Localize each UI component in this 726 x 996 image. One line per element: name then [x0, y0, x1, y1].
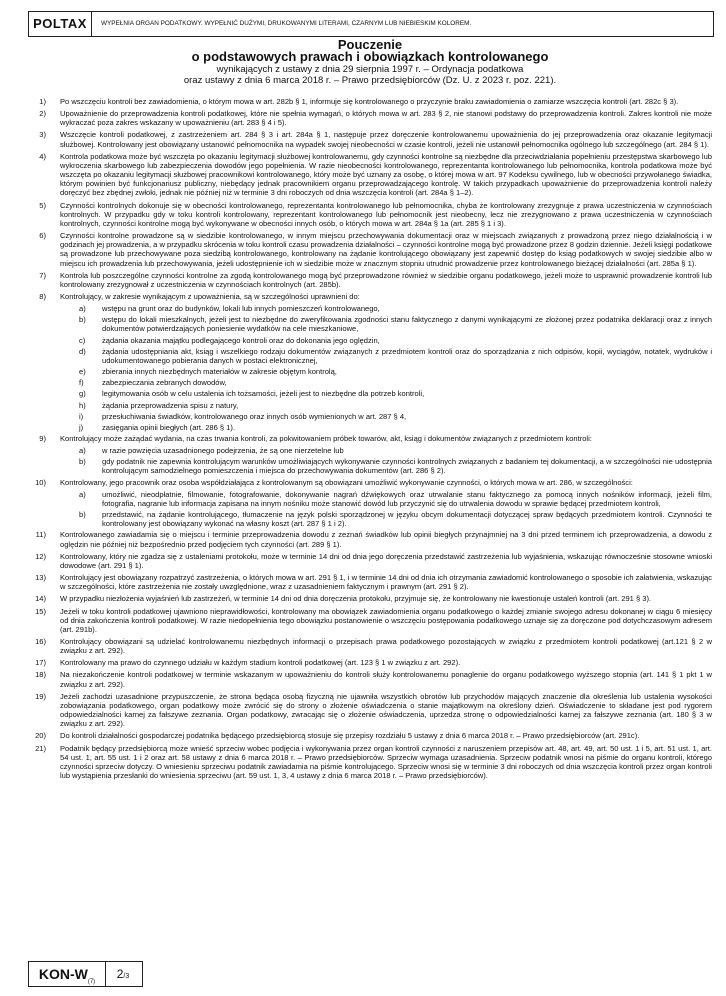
- sub-item-letter: b): [79, 510, 86, 520]
- sub-item-letter: a): [79, 446, 86, 456]
- sub-item-letter: j): [79, 422, 84, 432]
- item-number: 17): [35, 658, 46, 668]
- sub-list-item: [28, 347, 712, 365]
- sub-item-text: w razie powzięcia uzasadnionego podejrzenia, że są one nierzetelne lub: [102, 446, 344, 456]
- sub-list-item: [28, 401, 712, 410]
- sub-item-text: zabezpieczania zebranych dowodów,: [102, 378, 227, 388]
- item-text: Na niezakończenie kontroli podatkowej w terminie wskazanym w upoważnieniu do kontroli służy kontrolowanemu ponaglenie do organu podatkowego wyższego stopnia (art. 141 § 1 pkt 1 w związku z art. 292).: [60, 670, 712, 689]
- sub-list-item: [28, 378, 712, 387]
- list-item: [28, 552, 712, 570]
- item-text: Czynności kontrolne prowadzone są w siedzibie kontrolowanego, w innym miejscu przechowywania dokumentacji oraz w miejscach związanych z prowadzoną przez niego działalnością i w godzinach jej prowadzenia, a w przypadku skrócenia w toku kontroli czasu prowadzenia działalności – czynności kontrolne mogą być prowadzone przez 8 godzin dziennie. Jeżeli księgi podatkowe są prowadzone lub przechowywane poza siedzibą kontrolowanego, kontrolowany na żądanie kontrolującego obowiązany jest zapewnić dostęp do ksiąg podatkowych w swojej siedzibie albo w miejscu ich prowadzenia lub przechowywania, jeżeli udostępnienie ich w siedzibie może w znacznym stopniu utrudnić prowadzenie przez kontrolowanego bieżącej działalności (art. 285a § 1).: [60, 231, 712, 268]
- item-number: 1): [39, 97, 46, 106]
- item-text: W przypadku niezłożenia wyjaśnień lub zastrzeżeń, w terminie 14 dni od dnia doręczenia protokołu, przyjmuje się, że kontrolowany nie kwestionuje ustaleń kontroli (art. 291 § 3).: [60, 594, 652, 604]
- item-number: 21): [35, 743, 46, 753]
- item-number: 2): [39, 109, 46, 119]
- item-text: Kontrolujący jest obowiązany rozpatrzyć zastrzeżenia, o których mowa w art. 291 § 1, i w terminie 14 dni od dnia ich otrzymania zawiadomić kontrolowanego o sposobie ich załatwienia, wskazując w szczególności, które zastrzeżenia nie zostały uwzględnione, wraz z uzasadnieniem faktycznym i prawnym (art. 291 § 2).: [60, 573, 712, 592]
- sub-item-letter: d): [79, 346, 86, 356]
- page-subtitle: o podstawowych prawach i obowiązkach kontrolowanego: [191, 49, 549, 64]
- page-total: 3: [125, 973, 130, 980]
- list-item: [28, 152, 712, 198]
- list-item: [28, 434, 712, 443]
- item-number: 10): [35, 477, 46, 487]
- item-text: Jeżeli w toku kontroli podatkowej ujawniono nieprawidłowości, kontrolowany ma obowiązek zawiadomienia organu podatkowego o każdej zmianie swojego adresu dokonanej w ciągu 6 miesięcy od dnia zakończenia kontroli podatkowej. W razie niedopełnienia tego obowiązku postanowienie o wszczęciu postępowania podatkowego uznaje się za doręczone pod dotychczasowym adresem (art. 291b).: [60, 606, 712, 634]
- list-item: [28, 271, 712, 289]
- list-item: [28, 692, 712, 729]
- item-number: 16): [35, 636, 46, 646]
- item-number: 9): [39, 434, 46, 443]
- sub-list-item: [28, 367, 712, 376]
- sub-item-text: przesłuchiwania świadków, kontrolowanego oraz innych osób wymienionych w art. 287 § 4,: [102, 411, 407, 421]
- item-text: Kontrolowany, jego pracownik oraz osoba współdziałająca z kontrolowanym są obowiązani umożliwić wykonywanie czynności, o których mowa w art. 286, w szczególności:: [60, 477, 633, 487]
- list-item: [28, 292, 712, 301]
- legal-basis-line-1: wynikających z ustawy z dnia 29 sierpnia 1997 r. – Ordynacja podatkowa: [216, 64, 524, 75]
- item-number: 5): [39, 200, 46, 210]
- item-text: Kontrolowanego zawiadamia się o miejscu i terminie przeprowadzenia dowodu z zeznań świadków lub opinii biegłych przynajmniej na 3 dni przed terminem ich przeprowadzenia, a dowodu z oględzin nie później niż bezpośrednio przed podjęciem tych czynności (art. 289 § 1).: [60, 530, 712, 549]
- page-number: [104, 961, 143, 987]
- item-text: Kontrolujący, w zakresie wynikającym z upoważnienia, są w szczególności uprawnieni do:: [60, 291, 360, 301]
- page-title: Pouczenie: [337, 37, 403, 52]
- item-text: Upoważnienie do przeprowadzenia kontroli podatkowej, które nie spełnia wymagań, o których mowa w art. 283 § 2, nie stanowi podstawy do przeprowadzenia kontroli. Zakres kontroli nie może wykraczać poza zakres wskazany w upoważnieniu (art. 283 § 4 i 5).: [60, 109, 712, 128]
- sub-list-item: [28, 412, 712, 421]
- sub-list-item: [28, 510, 712, 528]
- item-number: 14): [35, 594, 46, 604]
- item-text: Kontrola lub poszczególne czynności kontrolne za zgodą kontrolowanego mogą być przeprowadzone również w siedzibie organu podatkowego, jeżeli może to usprawnić prowadzenie kontroli lub kontrolowany zrezygnował z uczestniczenia w czynnościach kontrolnych (art. 285b).: [60, 270, 712, 289]
- sub-list-item: [28, 336, 712, 345]
- item-number: 15): [35, 606, 46, 616]
- sub-item-letter: a): [79, 304, 86, 314]
- form-version: (7): [87, 978, 96, 985]
- item-text: Kontrolowany ma prawo do czynnego udziału w każdym stadium kontroli podatkowej (art. 123 § 1 w związku z art. 292).: [60, 658, 461, 668]
- form-header: [28, 11, 714, 37]
- item-number: 11): [35, 530, 46, 540]
- sub-list-item: [28, 315, 712, 333]
- sub-item-letter: e): [79, 367, 86, 377]
- sub-item-text: umożliwić, nieodpłatnie, filmowanie, fotografowanie, dokonywanie nagrań dźwiękowych oraz utrwalanie stanu faktycznego za pomocą innych nośników informacji, jeżeli film, fotografia, nagranie lub informacja zapisana na innym nośniku może stanowić dowód lub przyczynić się do utrwalenia dowodu w sprawie będącej przedmiotem kontroli,: [102, 489, 712, 508]
- instruction-list: [28, 97, 712, 783]
- list-item: [28, 658, 712, 667]
- poltax-logo: POLTAX: [29, 12, 92, 36]
- sub-item-text: zbierania innych niezbędnych materiałów w zakresie objętym kontrolą,: [102, 367, 337, 377]
- document-page: [28, 11, 712, 987]
- sub-item-text: zasięgania opinii biegłych (art. 286 § 1).: [102, 422, 235, 432]
- item-text: Wszczęcie kontroli podatkowej, z zastrzeżeniem art. 284 § 3 i art. 284a § 1, następuje przez doręczenie kontrolowanemu upoważnienia do jej przeprowadzenia oraz okazanie legitymacji służbowej. Kontrolowany jest obowiązany ustanowić pełnomocnika na wypadek swojej nieobecności w czasie kontroli, jeżeli nie ustanowił pełnomocnika ogólnego lub szczególnego (art. 284 § 1).: [60, 130, 712, 149]
- sub-list-item: [28, 490, 712, 508]
- item-number: 7): [39, 270, 46, 280]
- sub-list-item: [28, 457, 712, 475]
- item-number: 6): [39, 231, 46, 241]
- item-text: Po wszczęciu kontroli bez zawiadomienia, o którym mowa w art. 282b § 1, informuje się kontrolowanego o przyczynie braku zawiadomienia o zamiarze wszczęcia kontroli (art. 282c § 3).: [60, 97, 679, 106]
- sub-item-text: wstępu do lokali mieszkalnych, jeżeli jest to niezbędne do zweryfikowania zgodności stanu faktycznego z danymi wynikającymi ze złożonej przez podatnika deklaracji oraz z innych dokumentów potwierdzających poniesienie wydatków na cele mieszkaniowe,: [102, 315, 712, 334]
- sub-item-letter: c): [79, 335, 86, 345]
- item-text: Kontrolujący może zażądać wydania, na czas trwania kontroli, za pokwitowaniem próbek towarów, akt, ksiąg i dokumentów związanych z przedmiotem kontroli:: [60, 434, 592, 443]
- list-item: [28, 637, 712, 655]
- sub-list-item: [28, 423, 712, 432]
- list-item: [28, 109, 712, 127]
- sub-item-letter: a): [79, 489, 86, 499]
- sub-item-letter: b): [79, 315, 86, 325]
- list-item: [28, 201, 712, 228]
- item-text: Jeżeli zachodzi uzasadnione przypuszczenie, że strona będąca osobą fizyczną nie ujawniła wszystkich obrotów lub przychodów mających znaczenie dla określenia lub ustalenia wysokości zobowiązania podatkowego, organ podatkowy może zwrócić się do strony o złożenie oświadczenia o stanie majątkowym na określony dzień. Oświadczenie to składane jest pod rygorem odpowiedzialności karnej za fałszywe zeznania. Organ podatkowy, zwracając się o złożenie oświadczenia, uprzedza stronę o odpowiedzialności karnej za fałszywe zeznania (art. 180 § 3 w związku z art. 292).: [60, 691, 712, 729]
- page-current: 2: [116, 967, 124, 981]
- item-text: Kontrolowany, który nie zgadza się z ustaleniami protokołu, może w terminie 14 dni od dnia jego doręczenia przedstawić zastrzeżenia lub wyjaśnienia, wskazując równocześnie stosowne wnioski dowodowe (art. 291 § 1).: [60, 551, 712, 570]
- page-separator: /: [123, 973, 126, 980]
- sub-item-letter: f): [79, 378, 84, 388]
- list-item: [28, 478, 712, 487]
- list-item: [28, 573, 712, 591]
- item-number: 8): [39, 291, 46, 301]
- form-footer: [28, 961, 712, 987]
- item-text: Podatnik będący przedsiębiorcą może wnieść sprzeciw wobec podjęcia i wykonywania przez organ kontroli czynności z naruszeniem przepisów art. 48, art. 49, art. 50 ust. 1 i 5, art. 51 ust. 1, art. 54 ust. 1, art. 55 ust. 1 i 2 oraz art. 58 ustawy z dnia 6 marca 2018 r. – Prawo przedsiębiorców. Sprzeciw wymaga uzasadnienia. Sprzeciw podatnik wnosi na piśmie do organu kontroli, którego czynności sprzeciw dotyczy. O wniesieniu sprzeciwu podatnik zawiadamia na piśmie kontrolującego. Sprzeciw wnosi się w terminie 3 dni roboczych od dnia wszczęcia kontroli przez organ kontroli lub wystąpienia przesłanki do wniesienia sprzeciwu (art. 59 ust. 1, 3, 4 ustawy z dnia 6 marca 2018 r. – Prawo przedsiębiorców).: [60, 743, 712, 780]
- sub-item-text: żądania udostępniania akt, ksiąg i wszelkiego rodzaju dokumentów związanych z przedmiotem kontroli oraz do sporządzania z nich odpisów, kopii, wyciągów, notatek, wydruków i udokumentowanego pobierania danych w postaci elektronicznej,: [102, 346, 712, 365]
- item-text: Kontrola podatkowa może być wszczęta po okazaniu legitymacji służbowej kontrolowanemu, gdy czynności kontrolne są niezbędne dla przeciwdziałania popełnieniu przestępstwa skarbowego lub wykroczenia skarbowego lub zabezpieczenia dowodów jego popełnienia. W razie nieobecności kontrolowanego, reprezentanta kontrolowanego lub pełnomocnika, kontrola podatkowa może być wszczęta po okazaniu legitymacji służbowej pracownikowi kontrolowanego, który może być uznany za osobę, o której mowa w art. 97 Kodeksu cywilnego, lub w obecności przywołanego świadka, którym powinien być funkcjonariusz publiczny, niebędący jednak pracownikiem organu przeprowadzającego kontrolę. W takich przypadkach upoważnienie do przeprowadzenia kontroli należy doręczyć bez zbędnej zwłoki, jednak nie później niż w terminie 3 dni roboczych od dnia wszczęcia kontroli (art. 284a § 1–2).: [60, 151, 712, 198]
- item-text: Czynności kontrolnych dokonuje się w obecności kontrolowanego, reprezentanta kontrolowanego lub pełnomocnika, chyba że kontrolowany zrezygnuje z prawa uczestniczenia w czynnościach kontrolnych. W przypadku gdy w toku kontroli kontrolowany, reprezentant kontrolowanego lub pełnomocnik jest nieobecny, lecz nie zrezygnowano z prawa uczestniczenia w czynnościach kontrolnych, czynności kontrolne mogą być wykonywane w obecności innych osób, o których mowa w art. 284a § 1a (art. 285 § 1 i 3).: [60, 200, 712, 228]
- item-text: Do kontroli działalności gospodarczej podatnika będącego przedsiębiorcą stosuje się przepisy rozdziału 5 ustawy z dnia 6 marca 2018 r. – Prawo przedsiębiorców (art. 291c).: [60, 731, 640, 741]
- sub-item-letter: b): [79, 457, 86, 467]
- sub-item-text: legitymowania osób w celu ustalenia ich tożsamości, jeżeli jest to niezbędne dla potrzeb kontroli,: [102, 389, 425, 399]
- sub-item-letter: h): [79, 400, 86, 410]
- list-item: [28, 594, 712, 603]
- form-code-text: KON-W: [38, 966, 88, 982]
- sub-list-item: [28, 446, 712, 455]
- item-number: 12): [35, 551, 46, 561]
- sub-item-text: żądania okazania majątku podlegającego kontroli oraz do dokonania jego oględzin,: [102, 335, 380, 345]
- sub-list-item: [28, 304, 712, 313]
- sub-item-letter: g): [79, 389, 86, 399]
- list-item: [28, 231, 712, 268]
- list-item: [28, 530, 712, 548]
- list-item: [28, 130, 712, 148]
- list-item: [28, 670, 712, 688]
- fill-instruction: WYPEŁNIA ORGAN PODATKOWY. WYPEŁNIĆ DUŻYMI, DRUKOWANYMI LITERAMI, CZARNYM LUB NIEBIESKIM KOLOREM.: [101, 20, 472, 27]
- legal-basis-line-2: oraz ustawy z dnia 6 marca 2018 r. – Prawo przedsiębiorców (Dz. U. z 2023 r. poz. 221).: [183, 75, 557, 86]
- form-code: [28, 961, 106, 987]
- item-number: 13): [35, 573, 46, 583]
- sub-item-text: przedstawić, na żądanie kontrolującego, tłumaczenie na język polski sporządzonej w języku obcym dokumentacji dotyczącej spraw będących przedmiotem kontroli. Czynności te kontrolowany jest obowiązany wykonać na własny koszt (art. 287 § 1 i 2).: [102, 510, 712, 529]
- list-item: [28, 97, 712, 106]
- item-number: 4): [39, 151, 46, 161]
- item-number: 20): [35, 731, 46, 741]
- sub-item-text: żądania przeprowadzenia spisu z natury,: [102, 400, 239, 410]
- sub-item-letter: i): [79, 411, 84, 421]
- sub-item-text: wstępu na grunt oraz do budynków, lokali lub innych pomieszczeń kontrolowanego,: [102, 304, 380, 314]
- sub-list-item: [28, 389, 712, 398]
- item-text: Kontrolujący obowiązani są udzielać kontrolowanemu niezbędnych informacji o przepisach prawa podatkowego pozostających w związku z przedmiotem kontroli podatkowej (art.121 § 2 w związku z art. 292).: [60, 636, 712, 656]
- list-item: [28, 731, 712, 740]
- list-item: [28, 744, 712, 781]
- item-number: 18): [35, 670, 46, 680]
- item-number: 19): [35, 691, 46, 701]
- item-number: 3): [39, 130, 46, 140]
- list-item: [28, 607, 712, 634]
- sub-item-text: gdy podatnik nie zapewnia kontrolującym warunków umożliwiających wykonywanie czynności kontrolnych związanych z badaniem tej dokumentacji, a w szczególności nie udostępnia kontrolującym samodzielnego pomieszczenia i miejsca do przechowywania dokumentów (art. 286 § 2).: [102, 457, 712, 476]
